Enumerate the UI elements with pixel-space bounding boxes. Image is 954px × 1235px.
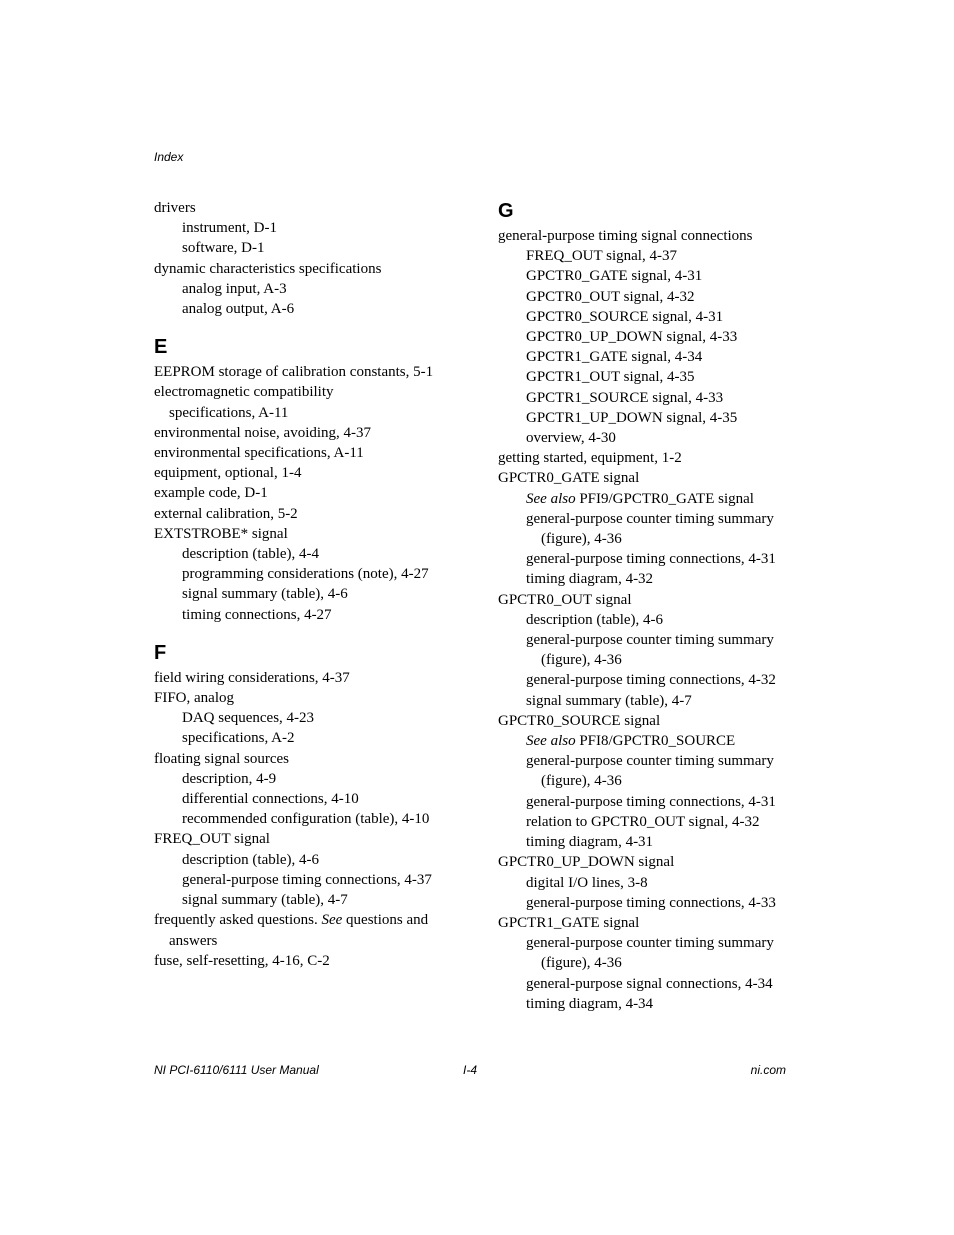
entry-text: GPCTR1_OUT signal, 4-35 bbox=[526, 369, 695, 386]
index-subentry bbox=[498, 630, 798, 650]
entry-text: timing diagram, 4-32 bbox=[526, 571, 654, 588]
entry-text: GPCTR1_GATE signal, 4-34 bbox=[526, 349, 703, 366]
entry-text: electromagnetic compatibility bbox=[154, 384, 334, 401]
footer-page-number: I-4 bbox=[463, 1063, 478, 1077]
index-section-heading: F bbox=[154, 641, 167, 664]
index-entry bbox=[498, 711, 798, 731]
entry-text: timing connections, 4-27 bbox=[182, 606, 332, 623]
index-entry bbox=[154, 382, 454, 402]
index-entry bbox=[154, 483, 454, 503]
index-subentry bbox=[498, 287, 798, 307]
entry-text: questions and bbox=[342, 912, 429, 929]
entry-text: signal summary (table), 4-7 bbox=[526, 692, 692, 709]
index-subentry bbox=[154, 584, 454, 604]
index-subentry bbox=[154, 279, 454, 299]
entry-text: description (table), 4-4 bbox=[182, 546, 320, 563]
entry-text: environmental noise, avoiding, 4-37 bbox=[154, 424, 372, 441]
index-subentry bbox=[498, 832, 798, 852]
entry-text: (figure), 4-36 bbox=[541, 773, 622, 790]
entry-text: GPCTR1_SOURCE signal, 4-33 bbox=[526, 389, 724, 406]
entry-text: PFI8/GPCTR0_SOURCE bbox=[575, 733, 736, 750]
index-column-left bbox=[154, 198, 454, 971]
index-entry bbox=[154, 423, 454, 443]
entry-text: frequently asked questions. bbox=[154, 912, 322, 929]
entry-text: digital I/O lines, 3-8 bbox=[526, 874, 648, 891]
entry-text: signal summary (table), 4-7 bbox=[182, 892, 348, 909]
entry-text: GPCTR0_GATE signal bbox=[498, 470, 640, 487]
index-subentry bbox=[154, 769, 454, 789]
index-entry bbox=[154, 362, 454, 382]
index-entry bbox=[154, 951, 454, 971]
index-entry bbox=[154, 829, 454, 849]
index-entry bbox=[154, 668, 454, 688]
index-subentry bbox=[498, 893, 798, 913]
entry-text: description, 4-9 bbox=[182, 770, 277, 787]
index-subentry bbox=[498, 529, 798, 549]
index-subentry bbox=[498, 670, 798, 690]
entry-text: equipment, optional, 1-4 bbox=[154, 465, 302, 482]
index-subentry bbox=[498, 367, 798, 387]
index-subentry bbox=[498, 812, 798, 832]
see-reference: See bbox=[321, 912, 343, 929]
entry-text: FREQ_OUT signal, 4-37 bbox=[526, 248, 677, 265]
index-subentry bbox=[154, 708, 454, 728]
index-subentry bbox=[498, 731, 798, 751]
entry-text: analog output, A-6 bbox=[182, 301, 295, 318]
index-subentry bbox=[154, 890, 454, 910]
entry-text: relation to GPCTR0_OUT signal, 4-32 bbox=[526, 813, 760, 830]
entry-text: FIFO, analog bbox=[154, 690, 234, 707]
index-entry bbox=[154, 688, 454, 708]
index-subentry bbox=[498, 771, 798, 791]
entry-text: GPCTR0_UP_DOWN signal, 4-33 bbox=[526, 329, 738, 346]
index-subentry bbox=[498, 347, 798, 367]
index-subentry bbox=[154, 809, 454, 829]
entry-text: GPCTR0_GATE signal, 4-31 bbox=[526, 268, 703, 285]
index-entry bbox=[154, 463, 454, 483]
index-subentry bbox=[154, 870, 454, 890]
index-subentry bbox=[498, 266, 798, 286]
entry-text: (figure), 4-36 bbox=[541, 531, 622, 548]
entry-text: GPCTR0_SOURCE signal bbox=[498, 712, 661, 729]
entry-text: (figure), 4-36 bbox=[541, 652, 622, 669]
index-subentry bbox=[154, 605, 454, 625]
index-subentry bbox=[498, 994, 798, 1014]
index-section-heading: E bbox=[154, 336, 168, 359]
index-subentry bbox=[498, 307, 798, 327]
entry-text: instrument, D-1 bbox=[182, 220, 277, 237]
entry-text: timing diagram, 4-34 bbox=[526, 995, 654, 1012]
index-column-right bbox=[498, 198, 798, 1014]
index-section-heading: G bbox=[498, 200, 514, 222]
index-subentry bbox=[154, 789, 454, 809]
entry-text: general-purpose timing connections, 4-31 bbox=[526, 551, 776, 568]
index-subentry bbox=[498, 974, 798, 994]
entry-text: floating signal sources bbox=[154, 750, 289, 767]
index-subentry bbox=[154, 931, 454, 951]
entry-text: general-purpose timing connections, 4-31 bbox=[526, 793, 776, 810]
index-subentry bbox=[498, 408, 798, 428]
entry-text: external calibration, 5-2 bbox=[154, 505, 298, 522]
index-subentry bbox=[498, 569, 798, 589]
index-subentry bbox=[498, 327, 798, 347]
index-subentry bbox=[498, 428, 798, 448]
footer-website: ni.com bbox=[750, 1063, 786, 1077]
entry-text: general-purpose counter timing summary bbox=[526, 935, 774, 952]
entry-text: general-purpose counter timing summary bbox=[526, 753, 774, 770]
entry-text: environmental specifications, A-11 bbox=[154, 445, 364, 462]
index-subentry bbox=[498, 549, 798, 569]
entry-text: GPCTR0_SOURCE signal, 4-31 bbox=[526, 308, 724, 325]
entry-text: general-purpose timing signal connections bbox=[498, 228, 753, 244]
index-entry bbox=[498, 852, 798, 872]
entry-text: EEPROM storage of calibration constants, 5-1 bbox=[154, 364, 434, 381]
index-entry bbox=[498, 590, 798, 610]
entry-text: GPCTR1_UP_DOWN signal, 4-35 bbox=[526, 409, 738, 426]
index-entry bbox=[498, 468, 798, 488]
entry-text: field wiring considerations, 4-37 bbox=[154, 669, 350, 686]
index-entry bbox=[154, 910, 454, 930]
index-subentry bbox=[154, 218, 454, 238]
entry-text: dynamic characteristics specifications bbox=[154, 260, 382, 277]
entry-text: PFI9/GPCTR0_GATE signal bbox=[575, 490, 754, 507]
index-subentry bbox=[498, 388, 798, 408]
index-subentry bbox=[498, 953, 798, 973]
entry-text: GPCTR0_UP_DOWN signal bbox=[498, 854, 675, 871]
index-entry bbox=[154, 524, 454, 544]
index-subentry bbox=[154, 564, 454, 584]
entry-text: specifications, A-11 bbox=[169, 404, 289, 421]
entry-text: general-purpose timing connections, 4-32 bbox=[526, 672, 776, 689]
index-entry bbox=[154, 749, 454, 769]
index-subentry bbox=[498, 933, 798, 953]
index-entry bbox=[154, 443, 454, 463]
entry-text: specifications, A-2 bbox=[182, 730, 295, 747]
footer-manual-title: NI PCI-6110/6111 User Manual bbox=[154, 1063, 319, 1077]
entry-text: general-purpose timing connections, 4-33 bbox=[526, 894, 776, 911]
index-subentry bbox=[154, 728, 454, 748]
entry-text: GPCTR0_OUT signal bbox=[498, 591, 632, 608]
index-subentry bbox=[154, 403, 454, 423]
entry-text: (figure), 4-36 bbox=[541, 955, 622, 972]
index-subentry bbox=[498, 610, 798, 630]
index-entry bbox=[154, 504, 454, 524]
index-entry bbox=[154, 259, 454, 279]
entry-text: programming considerations (note), 4-27 bbox=[182, 566, 429, 583]
entry-text: fuse, self-resetting, 4-16, C-2 bbox=[154, 952, 330, 969]
index-subentry bbox=[154, 238, 454, 258]
entry-text: differential connections, 4-10 bbox=[182, 791, 359, 808]
entry-text: description (table), 4-6 bbox=[182, 851, 320, 868]
entry-text: GPCTR0_OUT signal, 4-32 bbox=[526, 288, 695, 305]
index-subentry bbox=[498, 873, 798, 893]
entry-text: DAQ sequences, 4-23 bbox=[182, 710, 315, 727]
entry-text: getting started, equipment, 1-2 bbox=[498, 450, 682, 467]
entry-text: EXTSTROBE* signal bbox=[154, 525, 288, 542]
entry-text: general-purpose timing connections, 4-37 bbox=[182, 871, 432, 888]
index-subentry bbox=[154, 544, 454, 564]
see-reference: See also bbox=[526, 733, 576, 750]
entry-text: GPCTR1_GATE signal bbox=[498, 914, 640, 931]
entry-text: description (table), 4-6 bbox=[526, 611, 664, 628]
index-subentry bbox=[498, 751, 798, 771]
index-subentry bbox=[498, 650, 798, 670]
running-header: Index bbox=[154, 150, 184, 164]
index-subentry bbox=[154, 299, 454, 319]
entry-text: analog input, A-3 bbox=[182, 280, 287, 297]
entry-text: signal summary (table), 4-6 bbox=[182, 586, 348, 603]
index-entry bbox=[498, 448, 798, 468]
entry-text: FREQ_OUT signal bbox=[154, 831, 270, 848]
entry-text: general-purpose counter timing summary bbox=[526, 632, 774, 649]
see-reference: See also bbox=[526, 490, 576, 507]
entry-text: general-purpose signal connections, 4-34 bbox=[526, 975, 773, 992]
index-subentry bbox=[498, 792, 798, 812]
entry-text: drivers bbox=[154, 200, 196, 216]
index-subentry bbox=[498, 509, 798, 529]
index-subentry bbox=[498, 489, 798, 509]
index-entry bbox=[498, 226, 798, 246]
index-subentry bbox=[498, 246, 798, 266]
entry-text: timing diagram, 4-31 bbox=[526, 834, 654, 851]
index-subentry bbox=[154, 850, 454, 870]
index-entry bbox=[498, 913, 798, 933]
index-subentry bbox=[498, 691, 798, 711]
entry-text: example code, D-1 bbox=[154, 485, 268, 502]
entry-text: recommended configuration (table), 4-10 bbox=[182, 811, 430, 828]
entry-text: answers bbox=[169, 932, 218, 949]
entry-text: software, D-1 bbox=[182, 240, 265, 257]
entry-text: general-purpose counter timing summary bbox=[526, 510, 774, 527]
entry-text: overview, 4-30 bbox=[526, 430, 616, 447]
index-entry bbox=[154, 198, 454, 218]
